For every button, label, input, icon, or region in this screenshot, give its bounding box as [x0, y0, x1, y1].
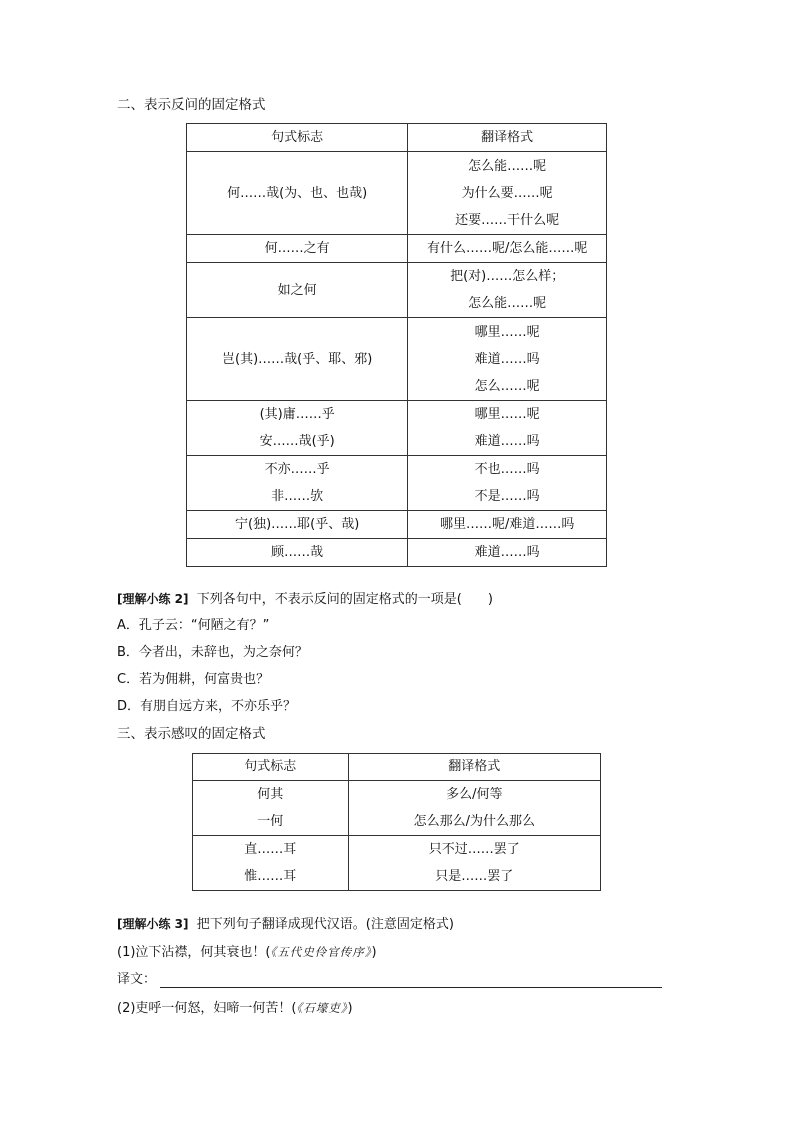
rhetorical-question-table	[186, 123, 607, 567]
option-b: B．今者出，未辞也，为之奈何？	[117, 645, 308, 660]
translation-cell: 不也……吗 不是……吗	[408, 456, 607, 511]
table-row	[187, 456, 607, 511]
column-header-marker: 句式标志	[187, 124, 408, 152]
translation-cell: 有什么……呢/怎么能……呢	[408, 235, 607, 263]
marker-cell: 何……之有	[187, 235, 408, 263]
translation-cell: 哪里……呢 难道……吗	[408, 401, 607, 456]
translation-cell: 哪里……呢/难道……吗	[408, 511, 607, 539]
source-citation: 《五代史伶官传序》	[270, 945, 372, 959]
marker-cell: 宁(独)……耶(乎、哉)	[187, 511, 408, 539]
option-d: D．有朋自远方来，不亦乐乎？	[117, 699, 297, 714]
table-row	[193, 781, 601, 836]
marker-cell: 岂(其)……哉(乎、耶、邪)	[187, 318, 408, 401]
translation-cell: 只不过……罢了 只是……罢了	[348, 836, 600, 891]
translation-cell: 多么/何等 怎么那么/为什么那么	[348, 781, 600, 836]
exclamation-table	[192, 753, 601, 891]
option-c: C．若为佣耕，何富贵也？	[117, 672, 270, 687]
answer-line[interactable]	[160, 987, 662, 988]
answer-label: 译文：	[117, 972, 157, 987]
exercise3-item-2: (2)吏呼一何怒，妇啼一何苦！(《石壕吏》)	[117, 1001, 353, 1016]
marker-cell: 如之何	[187, 263, 408, 318]
table-row	[187, 511, 607, 539]
translation-cell: 把(对)……怎么样； 怎么能……呢	[408, 263, 607, 318]
marker-cell: 顾……哉	[187, 539, 408, 567]
exercise3-item-1: (1)泣下沾襟，何其衰也！(《五代史伶官传序》)	[117, 945, 377, 960]
exercise3-instruction: 把下列句子翻译成现代汉语。(注意固定格式)	[196, 917, 454, 932]
exercise2-label: [理解小练 2]	[117, 592, 189, 606]
exercise2-question	[117, 590, 493, 609]
marker-cell: 何其 一何	[193, 781, 349, 836]
option-a: A．孔子云：“何陋之有？”	[117, 618, 270, 633]
marker-cell: 直……耳 惟……耳	[193, 836, 349, 891]
table-row	[187, 318, 607, 401]
exercise3-question	[117, 915, 454, 934]
table-row	[187, 235, 607, 263]
column-header-translation: 翻译格式	[408, 124, 607, 152]
section2-heading: 二、表示反问的固定格式	[117, 97, 266, 113]
section3-heading: 三、表示感叹的固定格式	[117, 726, 266, 742]
translation-cell: 难道……吗	[408, 539, 607, 567]
table-row	[187, 263, 607, 318]
exercise2-question-text: 下列各句中，不表示反问的固定格式的一项是( )	[196, 592, 493, 607]
marker-cell: 不亦……乎 非……欤	[187, 456, 408, 511]
table-row	[187, 401, 607, 456]
column-header-marker: 句式标志	[193, 754, 349, 781]
marker-cell: (其)庸……乎 安……哉(乎)	[187, 401, 408, 456]
exercise3-label: [理解小练 3]	[117, 917, 189, 931]
table-row	[193, 836, 601, 891]
marker-cell: 何……哉(为、也、也哉)	[187, 152, 408, 235]
table-row	[187, 539, 607, 567]
source-citation: 《石壕吏》	[296, 1001, 348, 1015]
translation-cell: 哪里……呢 难道……吗 怎么……呢	[408, 318, 607, 401]
translation-cell: 怎么能……呢 为什么要……呢 还要……干什么呢	[408, 152, 607, 235]
table-row	[187, 152, 607, 235]
column-header-translation: 翻译格式	[348, 754, 600, 781]
